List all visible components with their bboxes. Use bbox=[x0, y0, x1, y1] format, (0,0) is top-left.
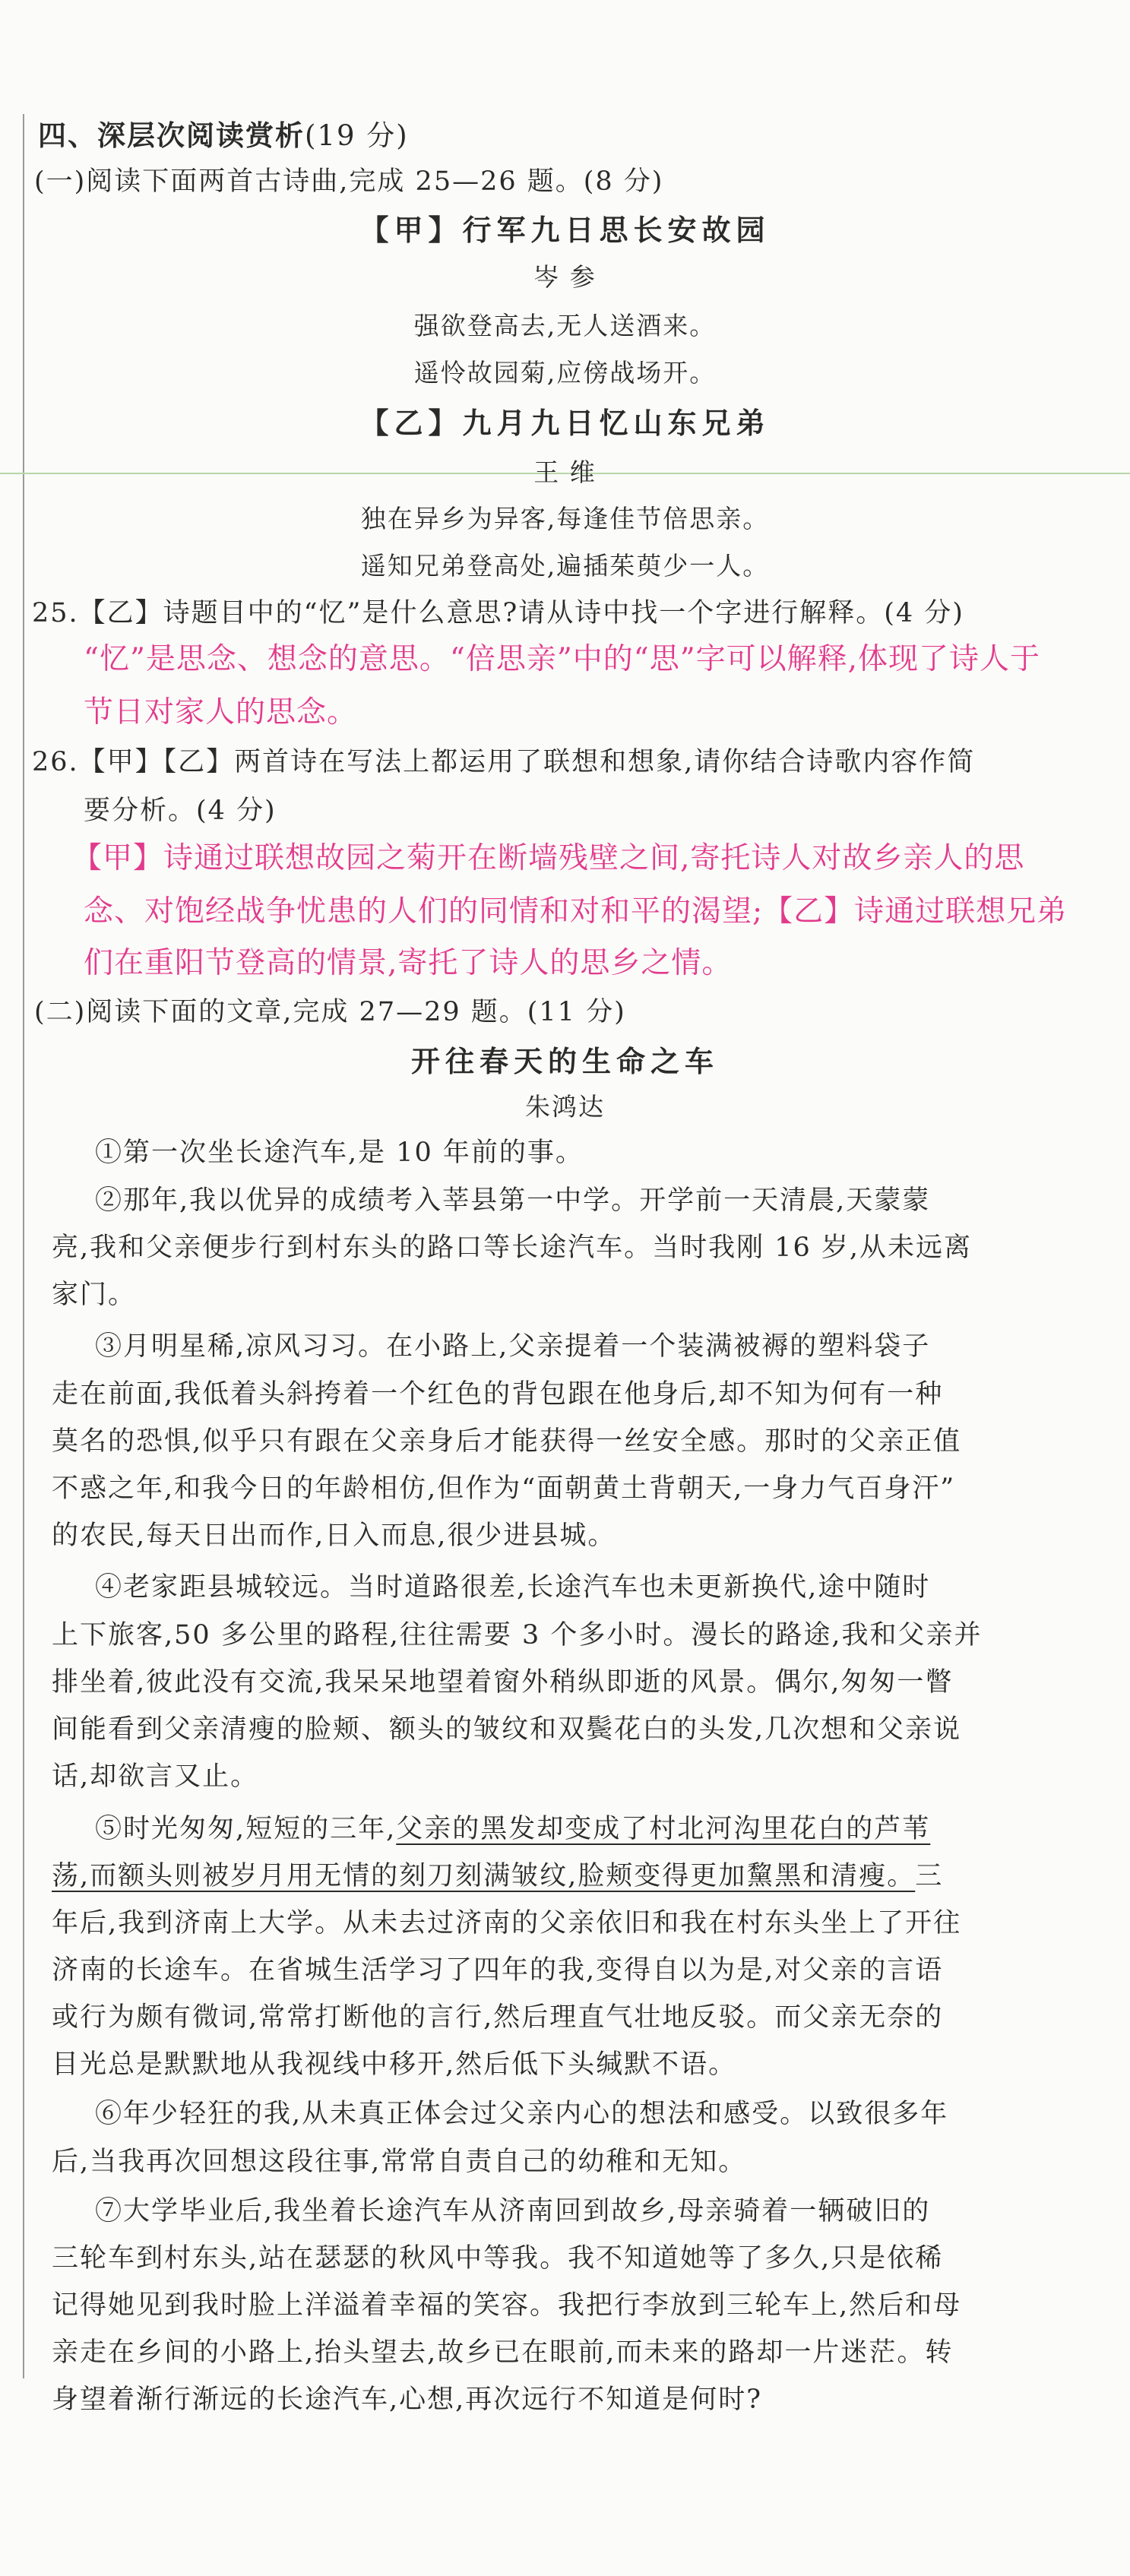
paragraph-text: 三 bbox=[915, 1861, 944, 1891]
paragraph-line: 身望着渐行渐远的长途汽车,心想,再次远行不知道是何时? bbox=[52, 2385, 763, 2415]
answer-25-line: “忆”是思念、想念的意思。“倍思亲”中的“思”字可以解释,体现了诗人于 bbox=[84, 642, 1041, 676]
paragraph-line: 的农民,每天日出而作,日入而息,很少进县城。 bbox=[52, 1521, 616, 1551]
paragraph-line: 家门。 bbox=[52, 1280, 137, 1310]
paragraph-line: 记得她见到我时脸上洋溢着幸福的笑容。我把行李放到三轮车上,然后和母 bbox=[52, 2290, 962, 2321]
article-author: 朱鸿达 bbox=[525, 1092, 605, 1122]
paragraph-line: 话,却欲言又止。 bbox=[52, 1761, 259, 1792]
paragraph-line: 三轮车到村东头,站在瑟瑟的秋风中等我。我不知道她等了多久,只是依稀 bbox=[52, 2243, 944, 2274]
paragraph-line: ②那年,我以优异的成绩考入莘县第一中学。开学前一天清晨,天蒙蒙 bbox=[95, 1185, 931, 1216]
poem-a-author: 岑 参 bbox=[533, 262, 597, 292]
paragraph-line: 或行为颇有微词,常常打断他的言行,然后理直气壮地反驳。而父亲无奈的 bbox=[52, 2002, 944, 2033]
answer-26-line: 们在重阳节登高的情景,寄托了诗人的思乡之情。 bbox=[84, 946, 733, 980]
poem-b-author: 王 维 bbox=[533, 457, 597, 487]
paragraph-line: ⑦大学毕业后,我坐着长途汽车从济南回到故乡,母亲骑着一辆破旧的 bbox=[95, 2196, 931, 2226]
poem-b-line: 独在异乡为异客,每逢佳节倍思亲。 bbox=[360, 504, 770, 533]
paragraph-line: 走在前面,我低着头斜挎着一个红色的背包跟在他身后,却不知为何有一种 bbox=[52, 1379, 944, 1410]
section-heading-text: 四、深层次阅读赏析 bbox=[38, 119, 305, 152]
poem-a-line: 遥怜故园菊,应傍战场开。 bbox=[413, 358, 717, 388]
paragraph-line: 后,当我再次回想这段往事,常常自责自己的幼稚和无知。 bbox=[52, 2147, 747, 2177]
answer-25-line: 节日对家人的思念。 bbox=[84, 695, 358, 729]
poem-b-title: 【乙】九月九日忆山东兄弟 bbox=[359, 406, 771, 440]
paragraph-line: 间能看到父亲清瘦的脸颊、额头的皱纹和双鬓花白的头发,几次想和父亲说 bbox=[52, 1714, 962, 1745]
underlined-passage: 父亲的黑发却变成了村北河沟里花白的芦苇 bbox=[396, 1814, 931, 1844]
answer-26-line: 念、对饱经战争忧患的人们的同情和对和平的渴望;【乙】诗通过联想兄弟 bbox=[84, 894, 1068, 929]
paragraph-line: ④老家距县城较远。当时道路很差,长途汽车也未更新换代,途中随时 bbox=[95, 1572, 931, 1603]
part2-intro: (二)阅读下面的文章,完成 27—29 题。(11 分) bbox=[34, 997, 626, 1027]
part1-intro: (一)阅读下面两首古诗曲,完成 25—26 题。(8 分) bbox=[34, 166, 664, 197]
paragraph-line: 亲走在乡间的小路上,抬头望去,故乡已在眼前,而未来的路却一片迷茫。转 bbox=[52, 2337, 954, 2368]
underlined-passage: 荡,而额头则被岁月用无情的刻刀刻满皱纹,脸颊变得更加黧黑和清瘦。 bbox=[52, 1861, 916, 1891]
question-25-text: 25.【乙】诗题目中的“忆”是什么意思?请从诗中找一个字进行解释。(4 分) bbox=[32, 598, 964, 628]
paragraph-line: 莫名的恐惧,似乎只有跟在父亲身后才能获得一丝安全感。那时的父亲正值 bbox=[52, 1426, 962, 1457]
paragraph-line: 目光总是默默地从我视线中移开,然后低下头缄默不语。 bbox=[52, 2049, 737, 2080]
article-title: 开往春天的生命之车 bbox=[410, 1044, 719, 1078]
answer-26-line: 【甲】诗通过联想故园之菊开在断墙残壁之间,寄托诗人对故乡亲人的思 bbox=[72, 841, 1025, 875]
question-26-text: 26.【甲】【乙】两首诗在写法上都运用了联想和想象,请你结合诗歌内容作简 bbox=[32, 747, 976, 777]
paragraph-text: ⑤时光匆匆,短短的三年, bbox=[95, 1814, 397, 1844]
paragraph-line: 年后,我到济南上大学。从未去过济南的父亲依旧和我在村东头坐上了开往 bbox=[52, 1908, 962, 1938]
paragraph-line: 上下旅客,50 多公里的路程,往往需要 3 个多小时。漫长的路途,我和父亲并 bbox=[52, 1620, 983, 1650]
margin-rule bbox=[23, 114, 24, 2378]
poem-a-line: 强欲登高去,无人送酒来。 bbox=[413, 311, 717, 340]
paragraph-line: ①第一次坐长途汽车,是 10 年前的事。 bbox=[95, 1138, 584, 1168]
paragraph-line: 不惑之年,和我今日的年龄相仿,但作为“面朝黄土背朝天,一身力气百身汗” bbox=[52, 1473, 956, 1504]
paragraph-line: 排坐着,彼此没有交流,我呆呆地望着窗外稍纵即逝的风景。偶尔,匆匆一瞥 bbox=[52, 1667, 954, 1698]
question-26-text: 要分析。(4 分) bbox=[84, 796, 277, 826]
poem-a-title: 【甲】行军九日思长安故园 bbox=[359, 213, 771, 247]
paragraph-line: 亮,我和父亲便步行到村东头的路口等长途汽车。当时我刚 16 岁,从未远离 bbox=[52, 1233, 973, 1263]
paragraph-line: ③月明星稀,凉风习习。在小路上,父亲提着一个装满被褥的塑料袋子 bbox=[95, 1331, 931, 1362]
poem-b-line: 遥知兄弟登高处,遍插茱萸少一人。 bbox=[360, 551, 770, 581]
paragraph-line: ⑥年少轻狂的我,从未真正体会过父亲内心的想法和感受。以致很多年 bbox=[95, 2099, 949, 2129]
paragraph-line: 济南的长途车。在省城生活学习了四年的我,变得自以为是,对父亲的言语 bbox=[52, 1955, 944, 1986]
section-heading-score: (19 分) bbox=[305, 119, 409, 152]
